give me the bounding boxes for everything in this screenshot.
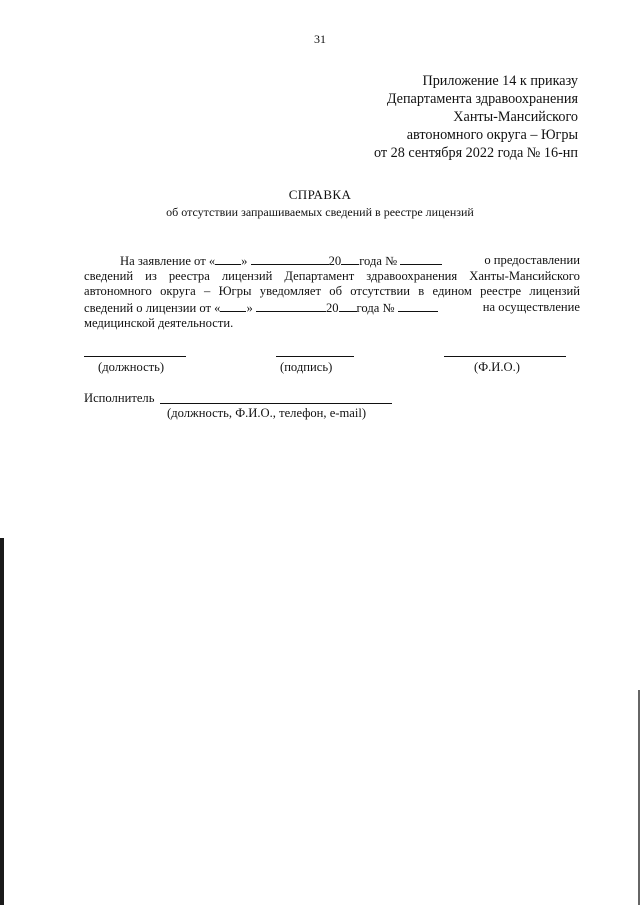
number-blank (398, 300, 438, 312)
body-text-fragment: года № (356, 300, 395, 315)
body-text-fragment: медицинской деятельности. (84, 315, 234, 330)
body-word: Югры (218, 284, 252, 299)
body-word: сведений (84, 269, 134, 284)
appendix-line: Приложение 14 к приказу (422, 73, 578, 89)
page-number: 31 (314, 32, 326, 46)
body-word: об (329, 284, 342, 299)
document-title: СПРАВКА (288, 187, 352, 202)
body-word: Ханты-Мансийского (469, 269, 580, 284)
executor-line (160, 403, 392, 404)
body-line-4-text (84, 300, 438, 316)
body-text-fragment: сведений о лицензии от « (84, 300, 221, 315)
body-word: в (418, 284, 425, 299)
body-word: уведомляет (259, 284, 321, 299)
body-line-1 (84, 253, 580, 269)
body-text-fragment: 20 (328, 254, 342, 268)
body-word: лицензий (221, 269, 273, 284)
body-text-fragment: о предоставлении (484, 253, 580, 267)
body-text-fragment: » (241, 254, 248, 268)
signature-line (276, 356, 354, 357)
body-word: Департамент (284, 269, 355, 284)
appendix-line: Ханты-Мансийского (453, 109, 578, 125)
month-blank (251, 253, 329, 265)
body-text-fragment: На заявление от « (120, 254, 216, 268)
body-paragraph (84, 253, 580, 331)
body-line-4 (84, 300, 580, 316)
executor-label: Исполнитель (84, 391, 155, 405)
body-word: реестре (480, 284, 522, 299)
year-blank (339, 300, 357, 312)
body-line-3 (84, 284, 580, 299)
body-word: округа (160, 284, 196, 299)
body-line-1-text (120, 253, 442, 269)
body-word: автономного (84, 284, 152, 299)
appendix-line: Департамента здравоохранения (386, 91, 578, 107)
name-label: (Ф.И.О.) (474, 360, 520, 374)
position-label: (должность) (98, 360, 165, 374)
signature-label: (подпись) (280, 360, 333, 374)
appendix-line: от 28 сентября 2022 года № 16-нп (374, 145, 578, 161)
day-blank (220, 300, 246, 312)
name-line (444, 356, 566, 357)
year-blank (341, 253, 359, 265)
body-word: едином (432, 284, 472, 299)
number-blank (400, 253, 442, 265)
day-blank (215, 253, 241, 265)
body-text-fragment: на осуществление (482, 299, 580, 314)
body-word: из (145, 269, 157, 284)
body-line-5 (84, 316, 580, 331)
body-word: реестра (168, 269, 210, 284)
body-word: отсутствии (350, 284, 410, 299)
body-text-fragment: года № (359, 254, 398, 268)
appendix-header (374, 72, 578, 162)
body-word: лицензий (529, 284, 580, 299)
body-word: – (204, 284, 211, 299)
month-blank (256, 300, 326, 312)
body-line-2 (84, 269, 580, 284)
appendix-line: автономного округа – Югры (406, 127, 578, 143)
body-text-fragment: » (246, 300, 253, 315)
body-word: здравоохранения (366, 269, 458, 284)
position-line (84, 356, 186, 357)
executor-caption: (должность, Ф.И.О., телефон, e-mail) (167, 406, 367, 420)
scan-edge-left (0, 538, 4, 905)
document-subtitle: об отсутствии запрашиваемых сведений в реестре лицензий (166, 205, 474, 219)
body-text-fragment: 20 (325, 300, 339, 315)
